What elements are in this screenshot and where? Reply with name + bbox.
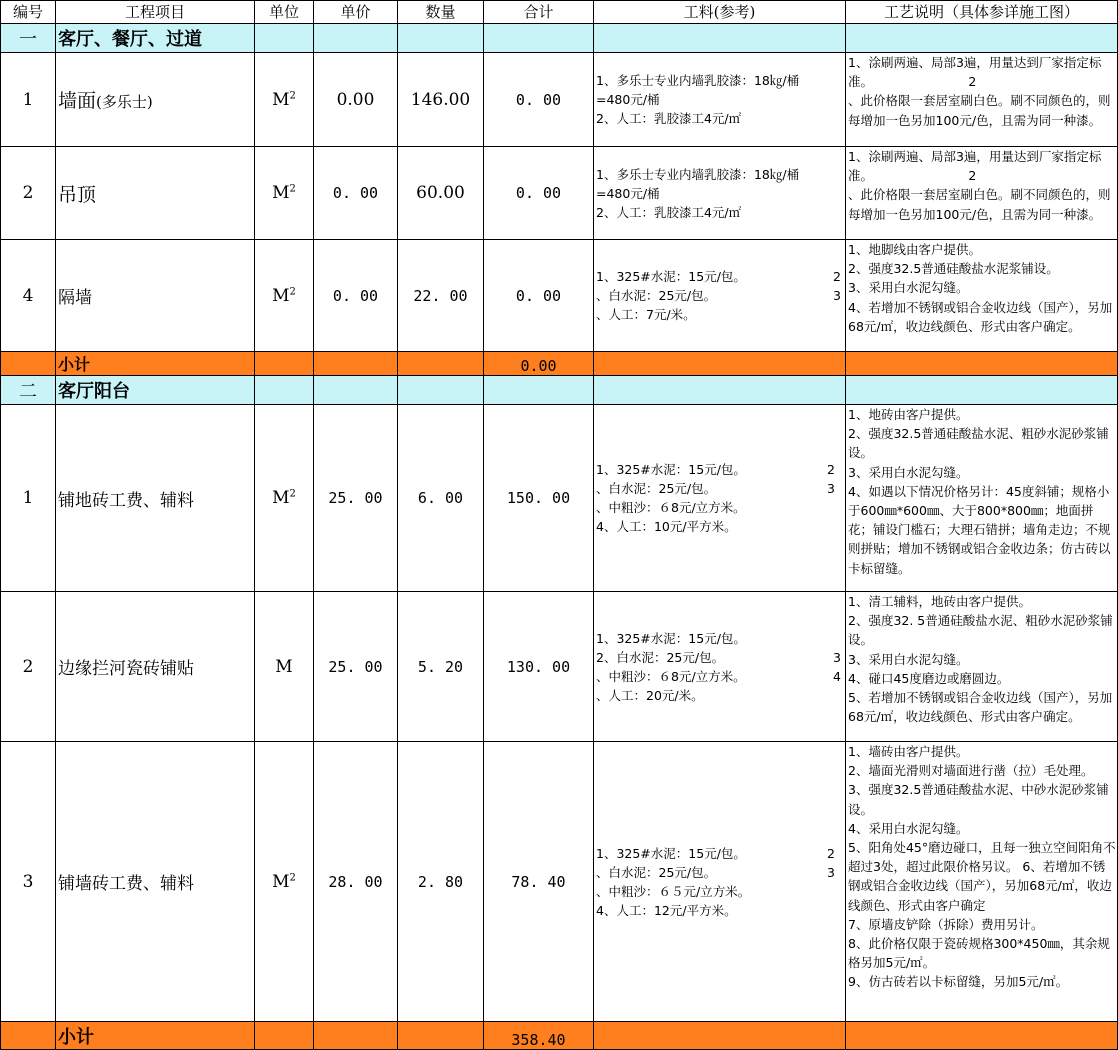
unit: $M^2$	[255, 742, 314, 1022]
table-row	[1, 240, 1118, 352]
total: 130. 00	[484, 592, 594, 742]
subtotal-row	[1, 352, 1118, 376]
unit-price: 25. 00	[314, 592, 398, 742]
header-project: 工程项目	[56, 1, 255, 24]
item-name: 吊顶	[56, 147, 255, 240]
item-name: 边缘拦河瓷砖铺贴	[56, 592, 255, 742]
total: 0. 00	[484, 240, 594, 352]
subtotal-row	[1, 1022, 1118, 1050]
material-side-numbers: 2 3	[833, 269, 841, 303]
header-total: 合计	[484, 1, 594, 24]
row-number: 1	[1, 53, 56, 147]
row-number: 4	[1, 240, 56, 352]
header-unit-price: 单价	[314, 1, 398, 24]
header-row	[1, 1, 1118, 24]
unit: $M^2$	[255, 53, 314, 147]
unit-price: 0.00	[314, 53, 398, 147]
header-unit: 单位	[255, 1, 314, 24]
row-number: 2	[1, 592, 56, 742]
section-title: 客厅、餐厅、过道	[56, 24, 255, 53]
materials: 1、多乐士专业内墙乳胶漆：18㎏/桶 =480元/桶 2、人工：乳胶漆工4元/㎡	[594, 147, 846, 240]
quantity: 146.00	[398, 53, 484, 147]
item-name: 隔墙	[56, 240, 255, 352]
table-row	[1, 405, 1118, 592]
process-description: 1、墙砖由客户提供。 2、墙面光滑则对墙面进行凿（拉）毛处理。 3、强度32.5普通硅酸盐水泥、中砂水泥砂浆铺设。 4、采用白水泥勾缝。 5、阳角处45°磨边碰口，且每一独立空间阳角不超过3处，超过此限价格另议。 6、若增加不锈钢或铝合金收边线（国产），另加68元/㎡，收边线颜色、形式由客户确定 7、原墙皮铲除（拆除）费用另计。 8、此价格仅限于瓷砖规格300*450㎜，其余规格另加5元/㎡。 9、仿古砖若以卡标留缝，另加5元/㎡。	[846, 742, 1118, 1022]
quantity: 2. 80	[398, 742, 484, 1022]
item-name: 铺地砖工费、辅料	[56, 405, 255, 592]
section-title: 客厅阳台	[56, 376, 255, 405]
quantity: 22. 00	[398, 240, 484, 352]
unit: $M^2$	[255, 147, 314, 240]
unit: $M^2$	[255, 240, 314, 352]
table-row	[1, 742, 1118, 1022]
process-description: 1、地砖由客户提供。 2、强度32.5普通硅酸盐水泥、粗砂水泥砂浆铺设。 3、采用白水泥勾缝。 4、如遇以下情况价格另计：45度斜铺；规格小于600㎜*600㎜、大于800*800㎜；地面拼花；铺设门槛石；大理石错拼；墙角走边；不规则拼贴；增加不锈钢或铝合金收边条；仿古砖以卡标留缝。	[846, 405, 1118, 592]
process-description: 1、地脚线由客户提供。 2、强度32.5普通硅酸盐水泥浆铺设。 3、采用白水泥勾缝。 4、若增加不锈钢或铝合金收边线（国产），另加68元/㎡，收边线颜色、形式由客户确定。	[846, 240, 1118, 352]
item-name-note: (多乐士)	[96, 93, 153, 111]
section-number: 一	[1, 24, 56, 53]
header-number: 编号	[1, 1, 56, 24]
quantity: 6. 00	[398, 405, 484, 592]
material-side-numbers: 3 4	[833, 649, 841, 684]
subtotal-label: 小计	[56, 352, 255, 376]
subtotal-amount: 358.40	[484, 1022, 594, 1050]
quantity: 60.00	[398, 147, 484, 240]
item-name: 铺墙砖工费、辅料	[56, 742, 255, 1022]
total: 150. 00	[484, 405, 594, 592]
header-process: 工艺说明（具体参详施工图）	[846, 1, 1118, 24]
table-row	[1, 53, 1118, 147]
total: 78. 40	[484, 742, 594, 1022]
row-number: 2	[1, 147, 56, 240]
header-materials: 工料(参考)	[594, 1, 846, 24]
total: 0. 00	[484, 147, 594, 240]
item-name: 墙面(多乐士)	[56, 53, 255, 147]
materials: 1、325#水泥：15元/包。 、白水泥：25元/包。 、人工：7元/米。 2 3	[594, 240, 846, 352]
header-quantity: 数量	[398, 1, 484, 24]
material-side-numbers: 2 3	[827, 462, 835, 496]
quantity: 5. 20	[398, 592, 484, 742]
unit-price: 28. 00	[314, 742, 398, 1022]
unit: M	[255, 592, 314, 742]
table-row	[1, 147, 1118, 240]
subtotal-amount: 0.00	[484, 352, 594, 376]
process-description: 1、涂刷两遍、局部3遍，用量达到厂家指定标准。 2 、此价格限一套居室刷白色。刷不同颜色的，则每增加一色另加100元/色，且需为同一种漆。	[846, 53, 1118, 147]
unit-price: 0. 00	[314, 147, 398, 240]
unit: $M^2$	[255, 405, 314, 592]
row-number: 1	[1, 405, 56, 592]
process-description: 1、涂刷两遍、局部3遍，用量达到厂家指定标准。 2 、此价格限一套居室刷白色。刷不同颜色的，则每增加一色另加100元/色，且需为同一种漆。	[846, 147, 1118, 240]
materials: 1、325#水泥：15元/包。 、白水泥：25元/包。 、中粗沙：６５元/立方米。 4、人工：12元/平方米。 2 3	[594, 742, 846, 1022]
unit-price: 0. 00	[314, 240, 398, 352]
section-row	[1, 376, 1118, 405]
materials: 1、多乐士专业内墙乳胶漆：18㎏/桶 =480元/桶 2、人工：乳胶漆工4元/㎡	[594, 53, 846, 147]
subtotal-label: 小计	[56, 1022, 255, 1050]
material-side-numbers: 2 3	[827, 845, 835, 880]
materials: 1、325#水泥：15元/包。 2、白水泥：25元/包。 、中粗沙：６8元/立方米。 、人工：20元/米。 3 4	[594, 592, 846, 742]
unit-price: 25. 00	[314, 405, 398, 592]
materials: 1、325#水泥：15元/包。 、白水泥：25元/包。 、中粗沙：６8元/立方米。 4、人工：10元/平方米。 2 3	[594, 405, 846, 592]
table-row	[1, 592, 1118, 742]
process-description: 1、清工辅料，地砖由客户提供。 2、强度32. 5普通硅酸盐水泥、粗砂水泥砂浆铺设。 3、采用白水泥勾缝。 4、碰口45度磨边或磨圆边。 5、若增加不锈钢或铝合金收边线（国产），另加68元/㎡，收边线颜色、形式由客户确定。	[846, 592, 1118, 742]
total: 0. 00	[484, 53, 594, 147]
row-number: 3	[1, 742, 56, 1022]
section-number: 二	[1, 376, 56, 405]
section-row	[1, 24, 1118, 53]
